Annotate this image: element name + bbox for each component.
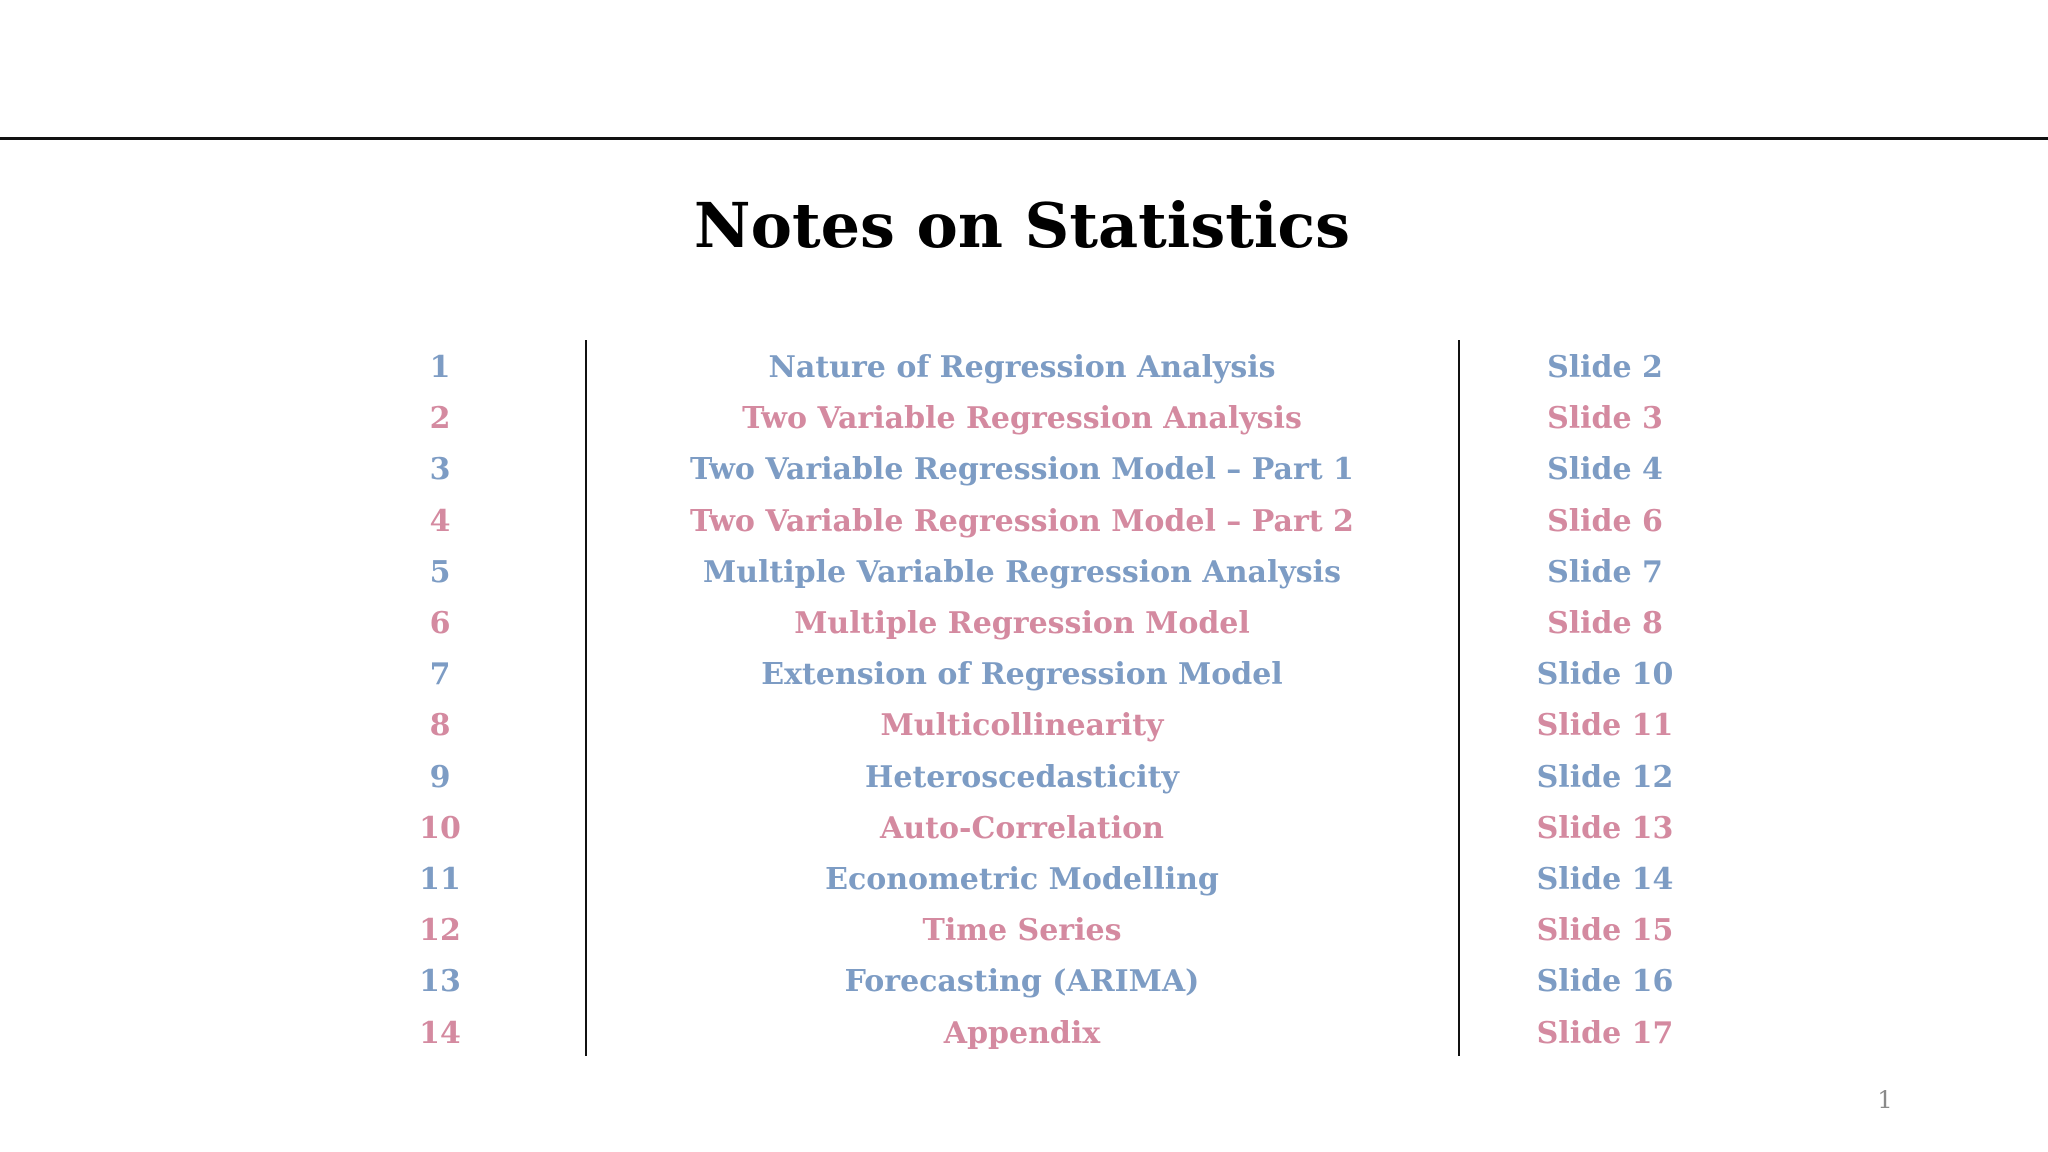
toc-topic: Two Variable Regression Model – Part 2 [690, 503, 1354, 539]
toc-slide-ref: Slide 6 [1547, 503, 1663, 539]
toc-topic: Forecasting (ARIMA) [844, 964, 1200, 1000]
toc-row [0, 342, 2048, 393]
toc-row [0, 649, 2048, 700]
toc-topic: Econometric Modelling [825, 862, 1219, 897]
toc-topic: Two Variable Regression Analysis [742, 401, 1302, 437]
toc-slide-ref: Slide 16 [1536, 964, 1674, 1000]
toc-row [0, 956, 2048, 1007]
toc-slide-ref: Slide 12 [1536, 759, 1674, 795]
toc-topic: Appendix [943, 1015, 1101, 1051]
toc-slide-ref: Slide 2 [1547, 350, 1663, 385]
toc-number: 11 [419, 862, 461, 897]
toc-row [0, 700, 2048, 751]
toc-row [0, 444, 2048, 495]
toc-row [0, 803, 2048, 854]
toc-row [0, 854, 2048, 905]
toc-number: 9 [429, 759, 451, 795]
toc-row [0, 905, 2048, 956]
toc-topic: Nature of Regression Analysis [768, 350, 1276, 385]
toc-number: 4 [429, 503, 451, 539]
toc-number: 2 [429, 401, 451, 437]
toc-row [0, 598, 2048, 649]
slide-title: Notes on Statistics [693, 189, 1351, 262]
toc-topic: Multicollinearity [880, 708, 1164, 744]
toc-topic: Auto-Correlation [880, 810, 1164, 846]
toc-slide-ref: Slide 14 [1536, 862, 1674, 897]
toc-topic: Time Series [922, 913, 1122, 949]
toc-number: 13 [419, 964, 461, 1000]
toc-topic: Multiple Regression Model [794, 606, 1250, 641]
toc-number: 7 [429, 657, 451, 693]
toc-topic: Extension of Regression Model [761, 657, 1283, 693]
toc-slide-ref: Slide 17 [1536, 1015, 1674, 1051]
toc-topic: Two Variable Regression Model – Part 1 [690, 452, 1354, 488]
toc-topic: Heteroscedasticity [865, 759, 1179, 795]
toc-slide-ref: Slide 15 [1536, 913, 1674, 949]
table-of-contents [0, 340, 2048, 1056]
toc-number: 5 [429, 554, 451, 590]
toc-slide-ref: Slide 13 [1536, 810, 1674, 846]
toc-slide-ref: Slide 3 [1547, 401, 1663, 437]
toc-number: 12 [419, 913, 461, 949]
toc-number: 6 [429, 606, 451, 641]
toc-row [0, 1008, 2048, 1059]
toc-row [0, 547, 2048, 598]
toc-slide-ref: Slide 7 [1547, 554, 1663, 590]
toc-number: 1 [429, 350, 451, 385]
toc-number: 3 [429, 452, 451, 488]
toc-number: 10 [419, 810, 461, 846]
toc-slide-ref: Slide 4 [1547, 452, 1663, 488]
toc-slide-ref: Slide 10 [1536, 657, 1674, 693]
toc-slide-ref: Slide 8 [1547, 606, 1663, 641]
header-rule [0, 137, 2048, 140]
page-number: 1 [1877, 1086, 1893, 1114]
toc-row [0, 496, 2048, 547]
toc-topic: Multiple Variable Regression Analysis [703, 554, 1341, 590]
toc-number: 8 [429, 708, 451, 744]
toc-slide-ref: Slide 11 [1536, 708, 1674, 744]
toc-number: 14 [419, 1015, 461, 1051]
toc-row [0, 752, 2048, 803]
toc-row [0, 393, 2048, 444]
